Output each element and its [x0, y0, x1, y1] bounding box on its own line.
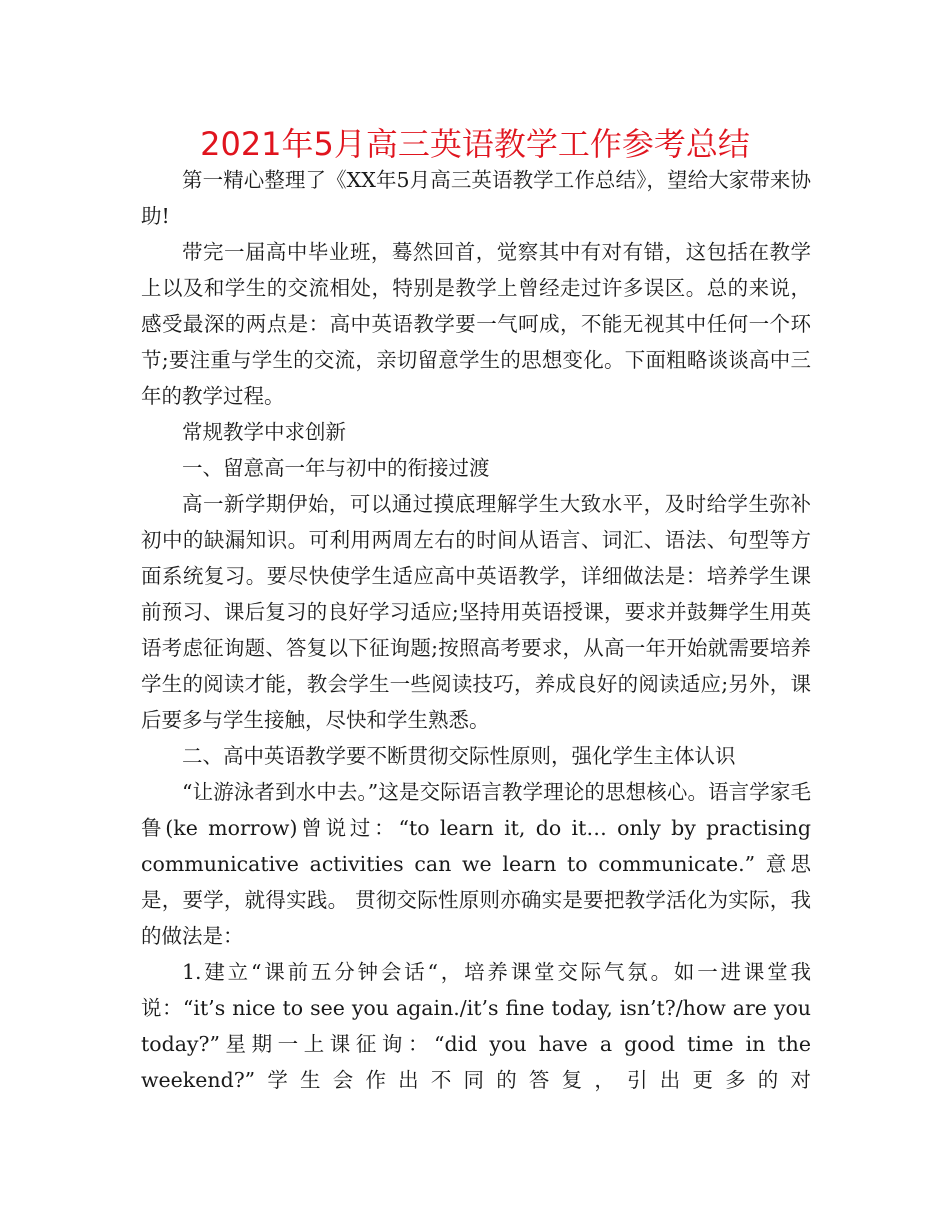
- communicative-principle-paragraph: “让游泳者到水中去。”这是交际语言教学理论的思想核心。语言学家毛鲁(ke morrow)曾说过：“to learn it, do it… only by practising communicative activities can we learn to communicate.” 意思是，要学，就得实践。 贯彻交际性原则亦确实是要把教学活化为实际，我的做法是：: [141, 780, 811, 948]
- overview-paragraph: 带完一届高中毕业班，蓦然回首，觉察其中有对有错，这包括在教学上以及和学生的交流相处，特别是教学上曾经走过许多误区。总的来说，感受最深的两点是：高中英语教学要一气呵成，不能无视其中任何一个环节;要注重与学生的交流，亲切留意学生的思想变化。下面粗略谈谈高中三年的教学过程。: [141, 240, 811, 408]
- intro-paragraph: 第一精心整理了《XX年5月高三英语教学工作总结》，望给大家带来协助!: [141, 168, 811, 228]
- method-paragraph-1: 1.建立“课前五分钟会话“，培养课堂交际气氛。如一进课堂我说：“it’s nice to see you again./it’s fine today, isn’t?/how are you today?”星期一上课征询：“did you have a good time in the weekend?”学生会作出不同的答复，引出更多的对: [141, 960, 811, 1092]
- subsection-paragraph-1: 高一新学期伊始，可以通过摸底理解学生大致水平，及时给学生弥补初中的缺漏知识。可利用两周左右的时间从语言、词汇、语法、句型等方面系统复习。要尽快使学生适应高中英语教学，详细做法是：培养学生课前预习、课后复习的良好学习适应;坚持用英语授课，要求并鼓舞学生用英语考虑征询题、答复以下征询题;按照高考要求，从高一年开始就需要培养学生的阅读才能，教会学生一些阅读技巧，养成良好的阅读适应;另外，课后要多与学生接触，尽快和学生熟悉。: [141, 492, 811, 732]
- document-body: [141, 162, 811, 1098]
- subsection-heading-2: 二、高中英语教学要不断贯彻交际性原则，强化学生主体认识: [182, 744, 736, 768]
- document-title: 2021年5月高三英语教学工作参考总结: [200, 125, 750, 163]
- subsection-heading-1: 一、留意高一年与初中的衔接过渡: [182, 456, 490, 480]
- section-heading: 常规教学中求创新: [182, 420, 346, 444]
